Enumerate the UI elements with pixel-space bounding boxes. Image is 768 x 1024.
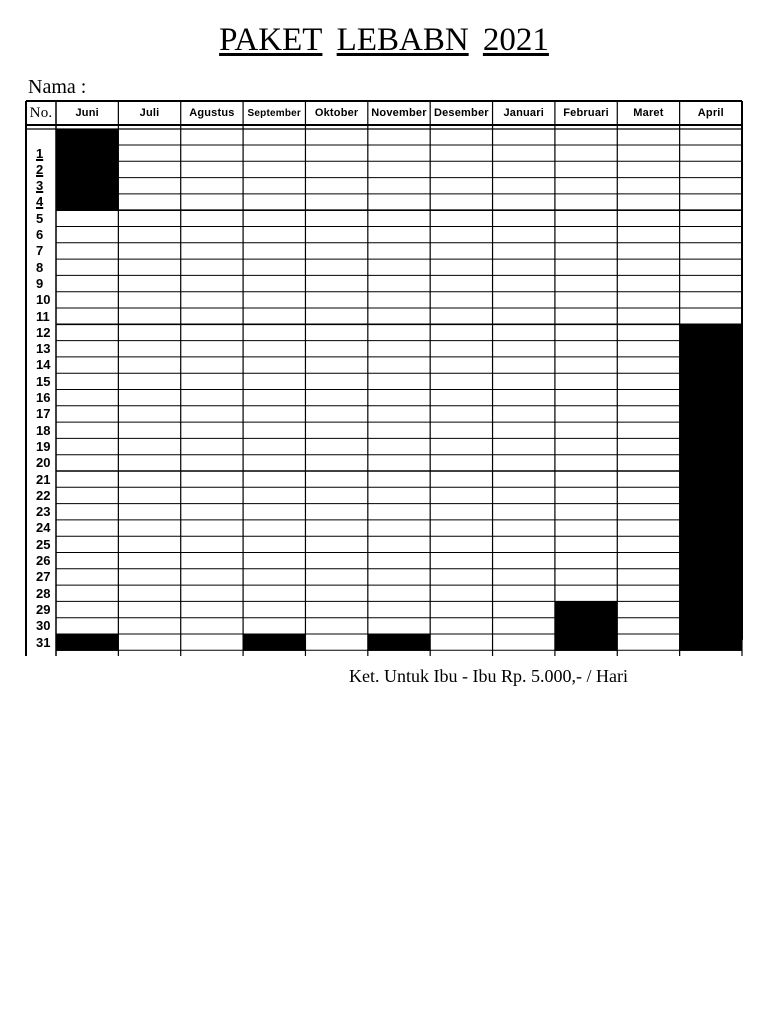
row-number: 9 — [36, 275, 44, 291]
row-number: 23 — [36, 504, 51, 520]
row-number: 31 — [36, 634, 51, 650]
page-title — [0, 20, 768, 60]
blacked-cell — [555, 618, 617, 635]
header-month: Desember — [433, 107, 489, 119]
blacked-cell — [555, 634, 617, 651]
row-number: 6 — [36, 227, 44, 242]
blacked-cell — [680, 471, 742, 488]
blacked-cell — [680, 601, 742, 618]
header-month: Agustus — [189, 107, 235, 119]
row-number: 21 — [36, 471, 51, 487]
blacked-cell — [680, 455, 742, 472]
header-month: Februari — [563, 107, 609, 119]
blacked-cell — [368, 634, 430, 651]
blacked-cell — [56, 634, 118, 651]
blacked-cell — [680, 634, 742, 651]
blacked-cell — [680, 487, 742, 504]
title-word-3: 2021 — [482, 22, 549, 58]
table-grid — [26, 101, 742, 656]
row-number: 7 — [36, 243, 44, 259]
blacked-cell — [56, 161, 118, 178]
blacked-cell — [680, 585, 742, 602]
row-number: 12 — [36, 324, 51, 340]
header-month: Juli — [139, 107, 160, 119]
row-number: 19 — [36, 438, 51, 454]
header-month: Oktober — [314, 107, 359, 119]
row-number: 15 — [36, 373, 51, 389]
calendar-table — [26, 101, 742, 656]
blacked-cell — [680, 536, 742, 553]
blacked-cell — [680, 390, 742, 407]
price-note: Ket. Untuk Ibu - Ibu Rp. 5.000,- / Hari — [349, 666, 628, 686]
header-month: September — [247, 107, 301, 119]
row-number: 18 — [36, 422, 51, 438]
title-word-2: LEBABN — [336, 22, 469, 58]
row-number: 13 — [36, 341, 51, 357]
blacked-cell — [680, 618, 742, 635]
blacked-cell — [680, 324, 742, 341]
row-number: 26 — [36, 553, 51, 568]
blacked-cell — [243, 634, 305, 651]
blacked-cell — [56, 129, 118, 145]
row-number: 27 — [36, 569, 51, 585]
blacked-cell — [680, 553, 742, 570]
title-word-1: PAKET — [219, 22, 323, 58]
header-month: Januari — [503, 107, 544, 119]
row-number: 28 — [36, 585, 51, 601]
header-month: Juni — [75, 107, 99, 119]
header-month: April — [697, 107, 724, 119]
header-month: November — [371, 107, 427, 119]
row-number: 14 — [36, 357, 51, 373]
blacked-cell — [56, 194, 118, 211]
row-number: 25 — [36, 536, 51, 552]
row-number: 24 — [36, 520, 51, 536]
blacked-cell — [680, 504, 742, 521]
blacked-cell — [680, 569, 742, 586]
blacked-cell — [680, 373, 742, 390]
blacked-cell — [680, 438, 742, 455]
row-number: 8 — [36, 259, 44, 275]
row-number: 1 — [36, 145, 44, 161]
blacked-cell — [56, 145, 118, 162]
header-month: Maret — [633, 107, 664, 119]
row-number: 17 — [36, 406, 51, 422]
header-no: No. — [29, 104, 53, 121]
row-number: 22 — [36, 487, 51, 503]
row-number: 3 — [36, 178, 44, 194]
row-number: 29 — [36, 601, 51, 617]
row-number: 10 — [36, 292, 51, 308]
row-number: 5 — [36, 210, 44, 226]
blacked-cell — [680, 357, 742, 374]
row-number: 2 — [36, 161, 44, 177]
blacked-cell — [56, 178, 118, 195]
blacked-cell — [555, 601, 617, 618]
blacked-cell — [680, 341, 742, 358]
row-number: 4 — [36, 194, 44, 210]
blacked-cell — [680, 422, 742, 439]
nama-label: Nama : — [28, 76, 87, 98]
blacked-cell — [680, 520, 742, 537]
row-number: 11 — [36, 308, 50, 324]
row-number: 16 — [36, 390, 51, 405]
blacked-cell — [680, 406, 742, 423]
row-number: 30 — [36, 618, 51, 634]
row-number: 20 — [36, 455, 51, 471]
